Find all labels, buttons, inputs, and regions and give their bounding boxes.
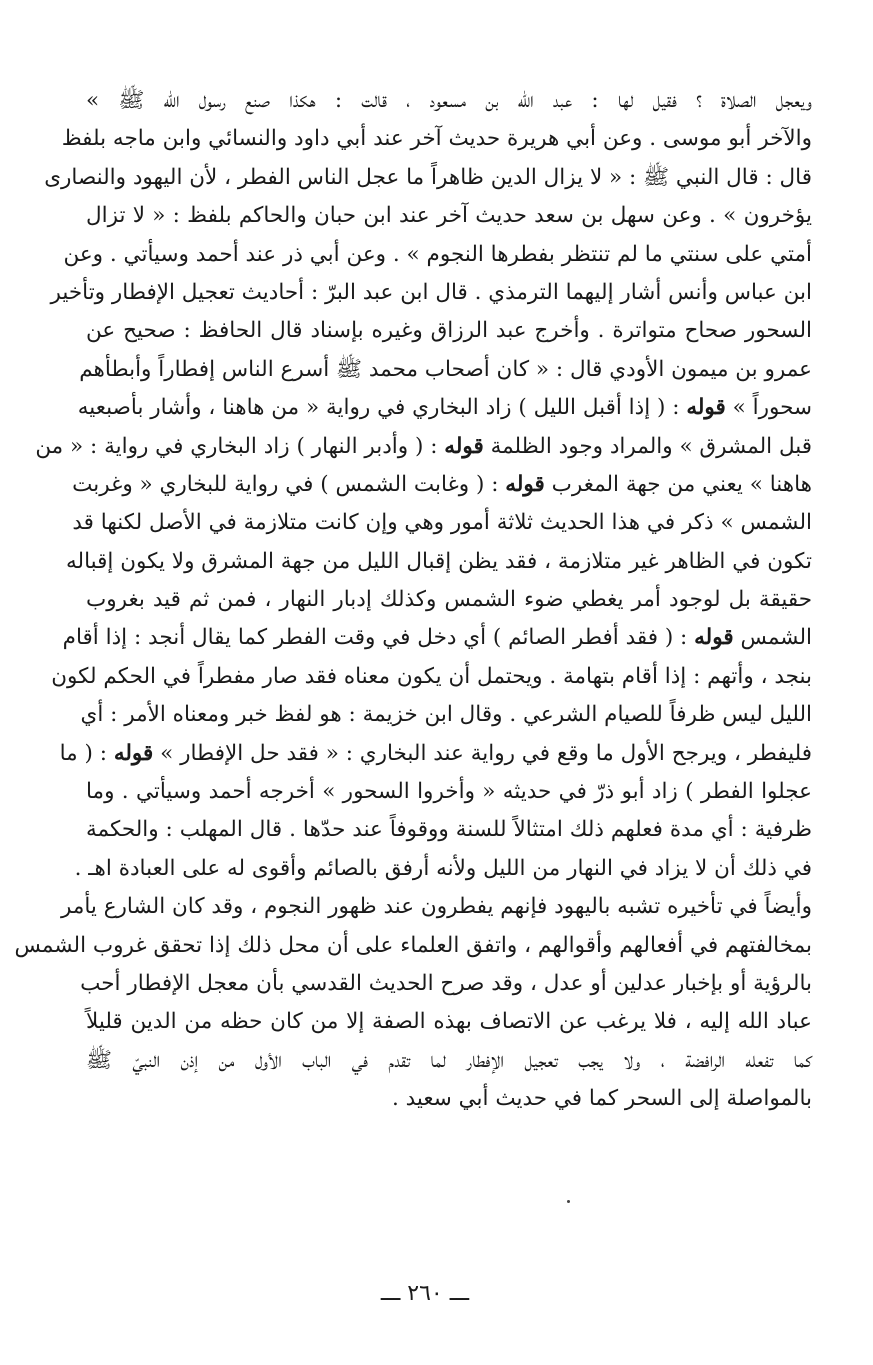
text-line [80, 696, 812, 734]
text-line [77, 389, 812, 427]
text-run: أمتي على سنتي ما لم تنتظر بفطرها النجوم » . وعن أبي ذر عند أحمد وسيأتي . وعن [63, 241, 812, 267]
text-run: والآخر أبو موسى . وعن أبي هريرة حديث آخر عند أبي داود والنسائي وابن ماجه بلفظ [61, 126, 812, 152]
text-line [72, 466, 812, 504]
bold-keyword: قوله [686, 395, 726, 421]
text-run: بالرؤية أو بإخبار عدلين أو عدل ، وقد صرح الحديث القدسي بأن معجل الإفطار أحب [80, 970, 812, 996]
text-run: بمخالفتهم في أفعالهم وأقوالهم ، واتفق العلماء على أن محل ذلك إذا تحقق غروب الشمس [14, 932, 812, 958]
text-line [74, 850, 812, 888]
text-run: حقيقة بل لوجود أمر يغطي ضوء الشمس وكذلك إدبار النهار ، فمن ثم قيد بغروب [86, 587, 812, 613]
text-line [72, 504, 812, 542]
text-run: الشمس [733, 625, 812, 651]
text-line [86, 1042, 812, 1080]
text-line [14, 927, 812, 965]
page-body [14, 82, 812, 1119]
text-line [59, 735, 812, 773]
text-line [86, 811, 812, 849]
text-run: تكون في الظاهر غير متلازمة ، فقد يظن إقبال الليل من جهة المشرق ولا يكون إقباله [66, 548, 812, 574]
text-line [86, 1080, 812, 1118]
stray-dot [567, 1200, 570, 1203]
text-line [60, 888, 812, 926]
text-run: فليفطر ، ويرجح الأول ما وقع في رواية عند البخاري : « فقد حل الإفطار » [153, 740, 812, 766]
text-line [63, 236, 812, 274]
text-run: : ( فقد أفطر الصائم ) أي دخل في وقت الفطر كما يقال أنجد : إذا أقام [62, 625, 695, 651]
bold-keyword: قوله [113, 740, 154, 766]
bold-keyword: قوله [505, 471, 545, 497]
text-line [86, 197, 812, 235]
text-run: يؤخرون » . وعن سهل بن سعد حديث آخر عند ابن حبان والحاكم بلفظ : « لا تزال [86, 203, 812, 229]
text-run: قال : قال النبي ﷺ : « لا يزال الدين ظاهراً ما عجل الناس الفطر ، لأن اليهود والنصارى [44, 164, 812, 190]
text-run: عجلوا الفطر ) زاد أبو ذرّ في حديثه « وأخروا السحور » أخرجه أحمد وسيأتي . وما [86, 779, 812, 805]
text-line [86, 82, 812, 120]
text-run: بنجد ، وأتهم : إذا أقام بتهامة . ويحتمل أن يكون معناه فقد صار مفطراً في الحكم لكون [51, 663, 812, 689]
text-line [50, 274, 812, 312]
text-run: سحوراً » [725, 395, 812, 421]
text-line [62, 619, 812, 657]
text-run: الشمس » ذكر في هذا الحديث ثلاثة أمور وهي وإن كانت متلازمة في الأصل لكنها قد [72, 510, 812, 536]
text-line [44, 159, 812, 197]
text-run: ابن عباس وأنس أشار إليهما الترمذي . قال ابن عبد البرّ : أحاديث تعجيل الإفطار وتأخير [50, 279, 812, 305]
text-line [61, 120, 812, 158]
text-run: ويعجل الصلاة ؟ فقيل لها : عبد الله بن مسعود ، قالت : هكذا صنع رسول الله ﷺ » [86, 88, 812, 113]
text-line [51, 658, 812, 696]
text-run: قبل المشرق » والمراد وجود الظلمة [483, 433, 812, 459]
text-run: في ذلك أن لا يزاد في النهار من الليل ولأنه أرفق بالصائم وأقوى له على العبادة اهـ . [74, 855, 812, 881]
text-run: ظرفية : أي مدة فعلهم ذلك امتثالاً للسنة ووقوفاً عند حدّها . قال المهلب : والحكمة [86, 817, 812, 843]
text-line [79, 351, 812, 389]
text-run: عمرو بن ميمون الأودي قال : « كان أصحاب محمد ﷺ أسرع الناس إفطاراً وأبطأهم [79, 356, 812, 382]
text-run: : ( وأدبر النهار ) زاد البخاري في رواية : « من [35, 433, 445, 459]
bold-keyword: قوله [694, 625, 734, 651]
text-line [35, 428, 812, 466]
text-run: هاهنا » يعني من جهة المغرب [544, 471, 812, 497]
text-line [86, 581, 812, 619]
text-line [66, 543, 812, 581]
text-run: : ( إذا أقبل الليل ) زاد البخاري في رواية « من هاهنا ، وأشار بأصبعيه [77, 395, 687, 421]
text-run: وأيضاً في تأخيره تشبه باليهود فإنهم يفطرون عند ظهور النجوم ، وقد كان الشارع يأمر [60, 894, 812, 920]
text-line [80, 965, 812, 1003]
text-run: الليل ليس ظرفاً للصيام الشرعي . وقال ابن خزيمة : هو لفظ خبر ومعناه الأمر : أي [80, 702, 812, 728]
text-run: عباد الله إليه ، فلا يرغب عن الاتصاف بهذه الصفة إلا من كان حظه من الدين قليلاً [86, 1009, 812, 1035]
text-run: السحور صحاح متواترة . وأخرج عبد الرزاق وغيره بإسناد قال الحافظ : صحيح عن [86, 318, 812, 344]
text-run: كما تفعله الرافضة ، ولا يجب تعجيل الإفطار لما تقدم في الباب الأول من إذن النبيّ ﷺ [86, 1047, 812, 1073]
bold-keyword: قوله [444, 433, 484, 459]
text-run: بالمواصلة إلى السحر كما في حديث أبي سعيد . [391, 1086, 812, 1112]
text-line [86, 773, 812, 811]
text-line [86, 312, 812, 350]
page-number: ـــ ٢٦٠ ـــ [380, 1281, 470, 1306]
text-run: : ( وغابت الشمس ) في رواية للبخاري « وغربت [72, 471, 506, 497]
text-run: : ( ما [59, 740, 114, 766]
text-line [86, 1003, 812, 1041]
